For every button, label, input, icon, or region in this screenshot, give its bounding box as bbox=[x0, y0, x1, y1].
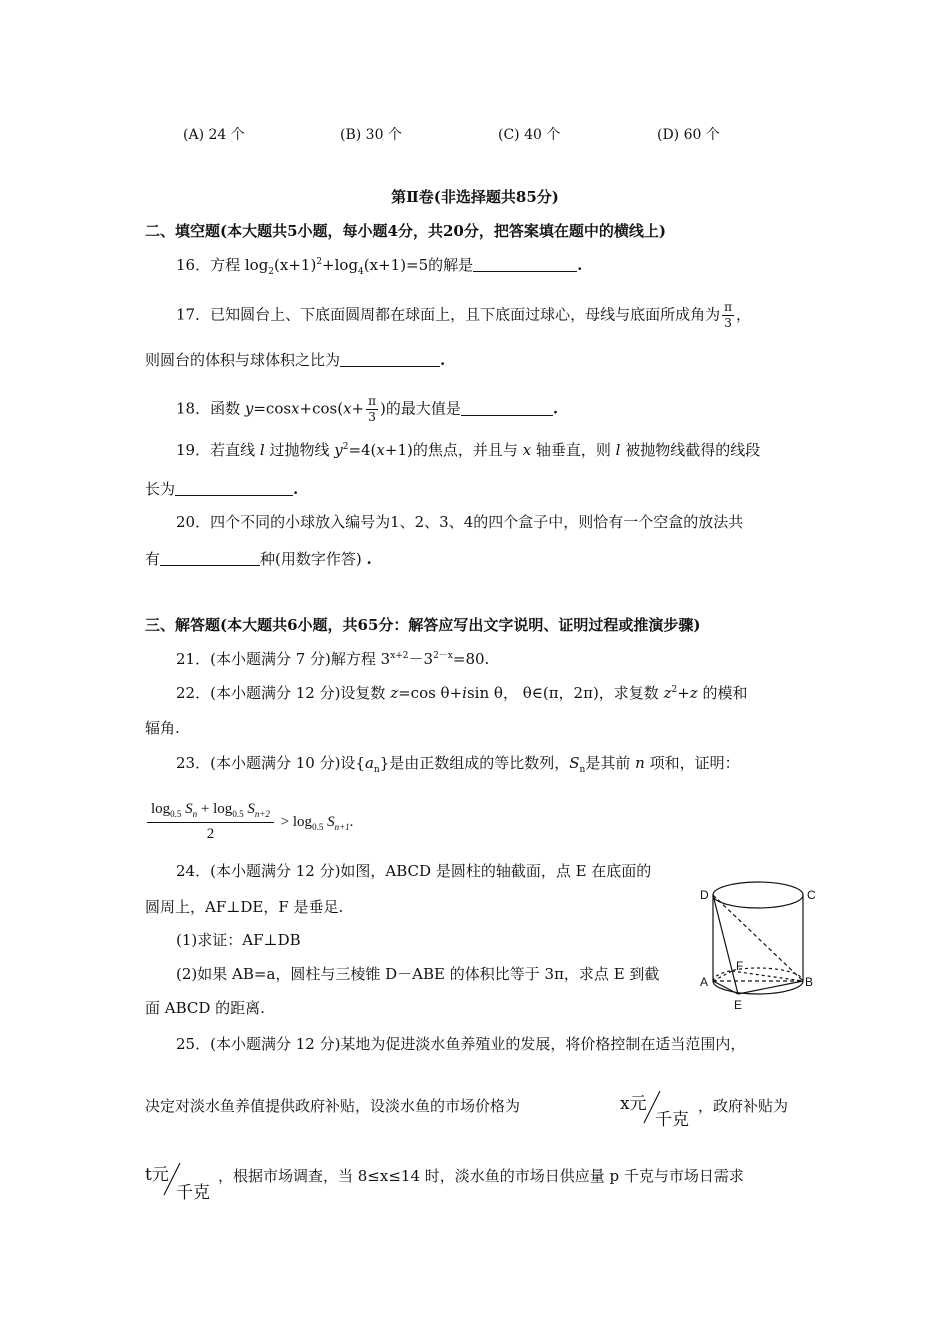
option-c: (C) 40 个 bbox=[498, 127, 561, 143]
answer-blank bbox=[160, 551, 260, 566]
question-25-line2-tail: ，政府补贴为 bbox=[698, 1097, 789, 1115]
unit-denominator: 千克 bbox=[655, 1110, 689, 1130]
option-a: (A) 24 个 bbox=[183, 127, 245, 143]
answer-blank bbox=[175, 481, 293, 496]
label-F: F bbox=[736, 959, 744, 973]
section-title: 第Ⅱ卷(非选择题共85分) bbox=[391, 188, 559, 206]
answer-blank bbox=[473, 257, 577, 272]
question-22-line2: 辐角. bbox=[145, 719, 180, 737]
question-20-line2: 有 种(用数字作答) . bbox=[145, 550, 372, 568]
label-C: C bbox=[807, 888, 816, 902]
answer-blank bbox=[461, 401, 553, 416]
question-16: 16．方程 $\log_2(x+1)^2+\log_4(x+1)=5$的解是 . bbox=[176, 256, 583, 277]
question-24-part2-line2: 面 ABCD 的距离. bbox=[145, 999, 265, 1017]
unit-numerator: x元 bbox=[620, 1094, 647, 1114]
question-24: 24．(本小题满分 12 分)如图，ABCD 是圆柱的轴截面，点 E 在底面的 bbox=[176, 862, 652, 880]
question-23: 23．(本小题满分 10 分)设$\{a_n\}$是由正数组成的等比数列，$S_n$是其前 n 项和，证明： bbox=[176, 754, 740, 775]
question-23-formula: $\frac{\log_{0.5} S_n + \log_{0.5} S_{n+2}}{2}$ > $\log_{0.5} S_{n+1}$. bbox=[145, 800, 353, 844]
question-24-part1: (1)求证：AF⊥DB bbox=[176, 931, 301, 949]
label-A: A bbox=[700, 975, 709, 989]
unit-denominator: 千克 bbox=[176, 1183, 210, 1203]
question-17-line2: 则圆台的体积与球体积之比为 . bbox=[145, 351, 446, 369]
edge-AE bbox=[713, 981, 738, 994]
section-heading-fill: 二、填空题(本大题共5小题，每小题4分，共20分，把答案填在题中的横线上) bbox=[145, 222, 666, 240]
option-d: (D) 60 个 bbox=[657, 127, 720, 143]
edge-DE bbox=[713, 895, 738, 994]
label-B: B bbox=[805, 975, 814, 989]
label-D: D bbox=[700, 888, 709, 902]
section-heading-answer: 三、解答题(本大题共6小题，共65分：解答应写出文字说明、证明过程或推演步骤) bbox=[145, 616, 701, 634]
question-25-line2: 决定对淡水鱼养值提供政府补贴，设淡水鱼的市场价格为 bbox=[145, 1097, 521, 1115]
label-E: E bbox=[734, 998, 743, 1012]
question-22: 22．(本小题满分 12 分)设复数 z=cos θ+isin θ， θ∈(π，2π)，求复数 $z^2+z$ 的模和 bbox=[176, 684, 748, 702]
question-19-line2: 长为 . bbox=[145, 480, 299, 498]
answer-blank bbox=[340, 352, 440, 367]
question-25-line3: ，根据市场调查，当 8≤x≤14 时，淡水鱼的市场日供应量 p 千克与市场日需求 bbox=[218, 1167, 744, 1185]
cylinder-figure bbox=[696, 878, 836, 1018]
unit-numerator: t元 bbox=[145, 1165, 169, 1185]
option-b: (B) 30 个 bbox=[340, 127, 402, 143]
edge-EB bbox=[738, 981, 803, 994]
question-24-line2: 圆周上，AF⊥DE，F 是垂足. bbox=[145, 898, 344, 916]
question-20: 20．四个不同的小球放入编号为1、2、3、4的四个盒子中，则恰有一个空盒的放法共 bbox=[176, 513, 744, 531]
question-24-part2: (2)如果 AB=a，圆柱与三棱锥 D－ABE 的体积比等于 3π，求点 E 到截 bbox=[176, 965, 660, 983]
question-19: 19．若直线 l 过抛物线 $y^2=4(x+1)$的焦点，并且与 x 轴垂直，则 l 被抛物线截得的线段 bbox=[176, 441, 761, 459]
top-ellipse bbox=[713, 882, 803, 908]
question-25: 25．(本小题满分 12 分)某地为促进淡水鱼养殖业的发展，将价格控制在适当范围内， bbox=[176, 1035, 746, 1053]
question-18: 18．函数 y=cosx+cos(x+ $\frac{\pi}{3}$ )的最大值是 . bbox=[176, 394, 559, 424]
question-17: 17．已知圆台上、下底面圆周都在球面上，且下底面过球心，母线与底面所成角为 $\frac{\pi}{3}$ ， bbox=[176, 300, 751, 330]
question-21: 21．(本小题满分 7 分)解方程 $3^{x+2}-3^{2-x}=80$. bbox=[176, 650, 490, 668]
